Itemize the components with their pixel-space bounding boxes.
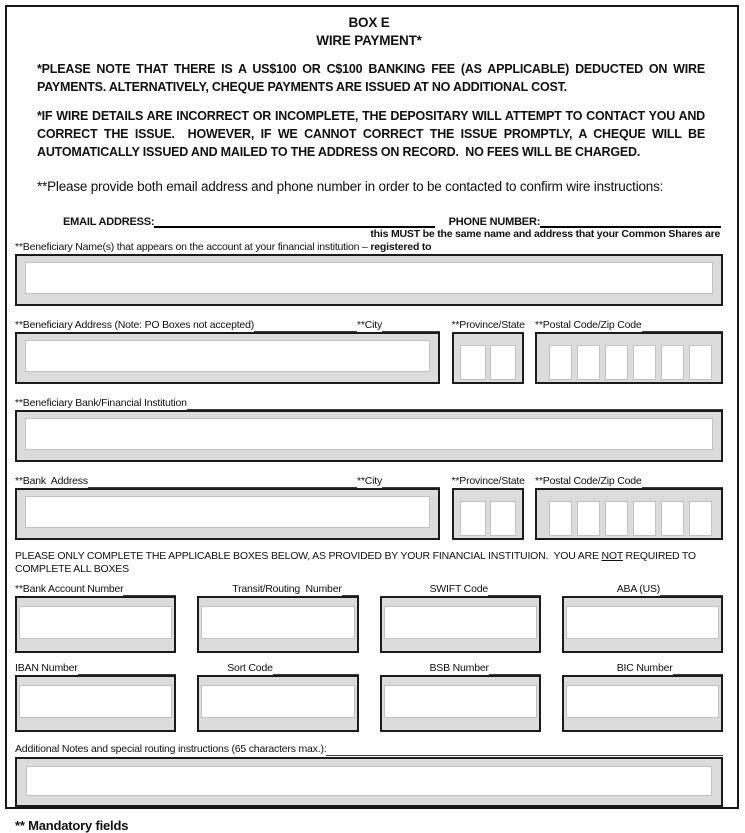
- additional-notes-label: Additional Notes and special routing instructions (65 characters max.):: [15, 743, 327, 755]
- email-address-input[interactable]: [154, 212, 434, 228]
- beneficiary-bank-label: **Beneficiary Bank/Financial Institution: [15, 397, 187, 409]
- label-underline: [642, 318, 724, 332]
- form-title-line1: BOX E: [348, 15, 390, 30]
- postal-char-cell[interactable]: [661, 345, 684, 380]
- beneficiary-province-box: [452, 332, 524, 384]
- bsb-number-input[interactable]: [384, 685, 537, 718]
- bic-number-input[interactable]: [566, 685, 719, 718]
- label-underline: [673, 661, 723, 675]
- incorrect-details-note: *IF WIRE DETAILS ARE INCORRECT OR INCOMPLETE, THE DEPOSITARY WILL ATTEMPT TO CONTACT YOU AND CORRECT THE ISSUE. HOWEVER, IF WE CANNOT CORRECT THE ISSUE PROMPTLY, A CHEQUE WILL BE AUTOMATICALLY ISSUED AND MAILED TO THE ADDRESS ON RECORD. NO FEES WILL BE CHARGED.: [37, 109, 709, 159]
- province-char-cell[interactable]: [490, 345, 516, 380]
- email-address-label: EMAIL ADDRESS:: [63, 216, 155, 228]
- aba-us-box: [562, 596, 723, 653]
- beneficiary-postal-box: [535, 332, 723, 384]
- beneficiary-address-input[interactable]: [25, 340, 430, 372]
- label-underline: [326, 742, 723, 756]
- beneficiary-postal-label: **Postal Code/Zip Code: [535, 319, 642, 331]
- postal-char-cell[interactable]: [577, 345, 600, 380]
- postal-char-cell[interactable]: [577, 501, 600, 536]
- iban-number-box: [15, 675, 176, 732]
- beneficiary-name-label: **Beneficiary Name(s) that appears on the account at your financial institution –: [15, 241, 371, 253]
- postal-char-cell[interactable]: [549, 501, 572, 536]
- postal-char-cell[interactable]: [605, 345, 628, 380]
- beneficiary-bank-label-row: [15, 396, 723, 410]
- label-underline: [187, 396, 723, 410]
- beneficiary-bank-input[interactable]: [25, 418, 713, 450]
- label-underline: [489, 661, 541, 675]
- bic-number-label: BIC Number: [616, 662, 673, 674]
- province-char-cell[interactable]: [490, 501, 516, 536]
- instruction-text: PLEASE ONLY COMPLETE THE APPLICABLE BOXES BELOW, AS PROVIDED BY YOUR FINANCIAL INSTITUION. YOU ARE: [15, 550, 602, 562]
- label-underline: [88, 474, 357, 488]
- contact-row: [63, 212, 721, 228]
- bank-account-number-label: **Bank Account Number: [15, 583, 124, 595]
- bic-number-box: [562, 675, 723, 732]
- beneficiary-name-box: [15, 254, 723, 306]
- beneficiary-province-label-row: [452, 318, 524, 332]
- beneficiary-name-label-bold: this MUST be the same name and address that your Common Shares are registered to: [370, 228, 723, 253]
- label-underline: [382, 474, 440, 488]
- iban-number-input[interactable]: [19, 685, 172, 718]
- phone-number-label: PHONE NUMBER:: [448, 216, 541, 228]
- label-underline: [273, 661, 359, 675]
- bank-address-label-row: [15, 474, 440, 488]
- bank-address-label: **Bank Address: [15, 475, 88, 487]
- aba-us-input[interactable]: [566, 606, 719, 639]
- beneficiary-address-row: [15, 306, 723, 384]
- province-char-cell[interactable]: [460, 345, 486, 380]
- bsb-number-label: BSB Number: [429, 662, 489, 674]
- additional-notes-input[interactable]: [26, 766, 712, 796]
- bank-province-box: [452, 488, 524, 540]
- province-char-cell[interactable]: [460, 501, 486, 536]
- bank-address-row: [15, 462, 723, 540]
- sort-code-box: [197, 675, 358, 732]
- postal-char-cell[interactable]: [633, 345, 656, 380]
- beneficiary-address-box: [15, 332, 440, 384]
- postal-char-cell[interactable]: [661, 501, 684, 536]
- mandatory-fields-note: ** Mandatory fields: [15, 818, 129, 833]
- label-underline: [660, 582, 723, 596]
- routing-row1-boxes: [15, 596, 723, 653]
- bank-city-label: **City: [356, 475, 382, 487]
- swift-code-input[interactable]: [384, 606, 537, 639]
- postal-char-cell[interactable]: [633, 501, 656, 536]
- label-underline: [78, 661, 177, 675]
- postal-char-cell[interactable]: [605, 501, 628, 536]
- label-underline: [642, 474, 724, 488]
- bsb-number-box: [380, 675, 541, 732]
- instruction-text: REQUIRED TO COMPLETE ALL BOXES: [15, 550, 699, 575]
- additional-notes-label-row: [15, 742, 723, 756]
- bank-address-box: [15, 488, 440, 540]
- contact-instruction: **Please provide both email address and phone number in order to be contacted to confirm wire instructions:: [37, 179, 664, 194]
- swift-code-box: [380, 596, 541, 653]
- instruction-not-underlined: NOT: [601, 550, 623, 562]
- beneficiary-province-label: **Province/State: [451, 319, 525, 331]
- form-title-line2: WIRE PAYMENT*: [316, 33, 422, 48]
- routing-row2-labels: [15, 653, 723, 675]
- transit-routing-number-label: Transit/Routing Number: [232, 583, 342, 595]
- beneficiary-name-label-row: [15, 228, 723, 254]
- label-underline: [488, 582, 541, 596]
- label-underline: [342, 582, 359, 596]
- sort-code-input[interactable]: [201, 685, 354, 718]
- postal-char-cell[interactable]: [549, 345, 572, 380]
- beneficiary-name-input[interactable]: [25, 262, 713, 294]
- transit-routing-number-box: [197, 596, 358, 653]
- label-underline: [382, 318, 440, 332]
- bank-province-label-row: [452, 474, 524, 488]
- beneficiary-address-label-row: [15, 318, 440, 332]
- bank-account-number-input[interactable]: [19, 606, 172, 639]
- bank-postal-box: [535, 488, 723, 540]
- bank-address-input[interactable]: [25, 496, 430, 528]
- iban-number-label: IBAN Number: [15, 662, 78, 674]
- label-underline: [254, 318, 357, 332]
- bank-account-number-box: [15, 596, 176, 653]
- routing-row1-labels: [15, 576, 723, 596]
- transit-routing-number-input[interactable]: [201, 606, 354, 639]
- additional-notes-box: [15, 757, 723, 807]
- phone-number-input[interactable]: [540, 212, 721, 228]
- postal-char-cell[interactable]: [689, 345, 712, 380]
- banking-fee-note: *PLEASE NOTE THAT THERE IS A US$100 OR C$100 BANKING FEE (AS APPLICABLE) DEDUCTED ON WIRE PAYMENTS. ALTERNATIVELY, CHEQUE PAYMENTS ARE ISSUED AT NO ADDITIONAL COST.: [37, 62, 709, 94]
- label-underline: [123, 582, 176, 596]
- beneficiary-city-label: **City: [356, 319, 382, 331]
- bank-postal-label-row: [535, 474, 723, 488]
- applicable-boxes-instruction: [15, 550, 723, 576]
- sort-code-label: Sort Code: [227, 662, 273, 674]
- postal-char-cell[interactable]: [689, 501, 712, 536]
- bank-province-label: **Province/State: [451, 475, 525, 487]
- beneficiary-address-label: **Beneficiary Address (Note: PO Boxes not accepted): [15, 319, 255, 331]
- form-box-e: [5, 5, 739, 833]
- aba-us-label: ABA (US): [616, 583, 661, 595]
- beneficiary-postal-label-row: [535, 318, 723, 332]
- beneficiary-bank-box: [15, 410, 723, 462]
- swift-code-label: SWIFT Code: [429, 583, 488, 595]
- routing-row2-boxes: [15, 675, 723, 732]
- bank-postal-label: **Postal Code/Zip Code: [535, 475, 642, 487]
